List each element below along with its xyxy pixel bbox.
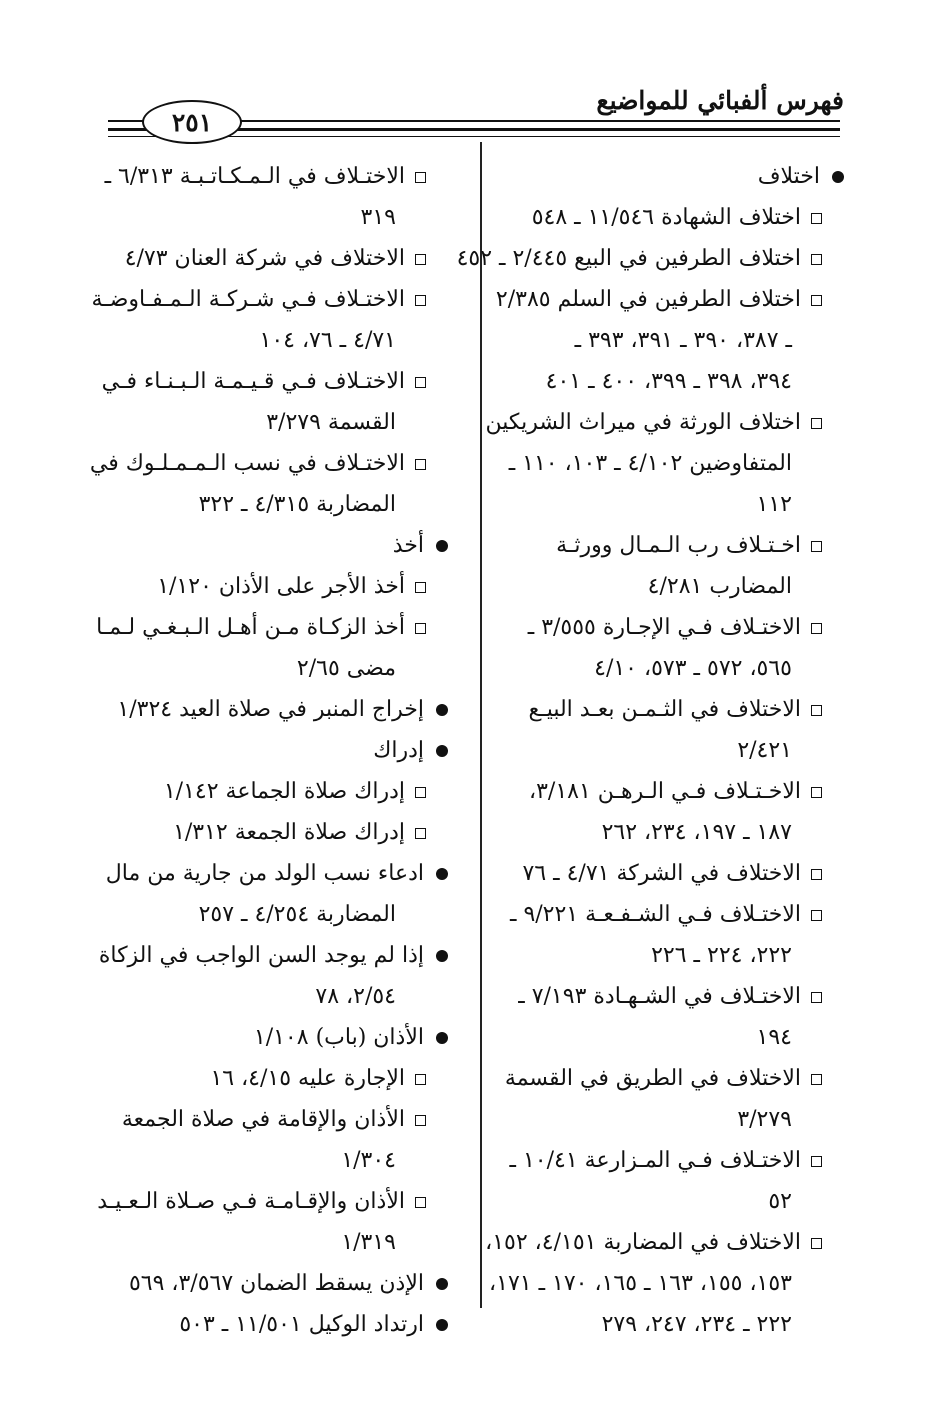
index-subentry	[485, 1222, 844, 1263]
index-subentry	[485, 402, 844, 443]
entry-text: الإجارة عليه ٤/١٥، ١٦	[210, 1066, 405, 1091]
square-bullet-icon	[415, 377, 426, 388]
index-subentry	[498, 525, 844, 566]
index-entry	[108, 1017, 448, 1058]
index-subentry	[96, 607, 448, 648]
index-entry-continuation	[498, 730, 844, 771]
index-entry-continuation	[498, 443, 844, 484]
entry-text: القسمة ٣/٢٧٩	[266, 410, 396, 435]
index-entry-continuation	[498, 1017, 844, 1058]
entry-text: أخذ	[392, 533, 424, 558]
entry-text: اختلاف	[757, 164, 820, 189]
index-entry	[98, 935, 448, 976]
index-entry-continuation	[489, 1263, 844, 1304]
square-bullet-icon	[415, 254, 426, 265]
entry-text: ١٨٧ ـ ١٩٧، ٢٣٤، ٢٦٢	[601, 820, 792, 845]
entry-text: ٣٩٤، ٣٩٨ ـ ٣٩٩، ٤٠٠ ـ ٤٠١	[545, 369, 792, 394]
index-subentry	[498, 853, 844, 894]
entry-text: الاختـلاف في نسب الـمـمـلـوك في	[89, 451, 405, 476]
entry-text: اخـتـلاف رب الـمـال وورثـة	[556, 533, 801, 558]
page-number-badge	[142, 100, 242, 144]
entry-text: إدراك صلاة الجمعة ١/٣١٢	[173, 820, 405, 845]
entry-text: ٢/٥٤، ٧٨	[315, 984, 396, 1009]
entry-text: إدراك صلاة الجماعة ١/١٤٢	[163, 779, 405, 804]
square-bullet-icon	[415, 1074, 426, 1085]
index-subentry	[498, 197, 844, 238]
bullet-icon	[832, 171, 844, 183]
square-bullet-icon	[415, 828, 426, 839]
index-entry-continuation	[108, 894, 448, 935]
running-header-title: فهرس ألفبائي للمواضيع	[596, 86, 844, 115]
entry-text: ـ ٣٨٧، ٣٩٠ ـ ٣٩١، ٣٩٣ ـ	[574, 328, 792, 353]
index-subentry	[101, 361, 448, 402]
square-bullet-icon	[811, 910, 822, 921]
index-entry-continuation	[108, 320, 448, 361]
index-subentry	[495, 279, 844, 320]
index-entry-continuation	[498, 1181, 844, 1222]
entry-text: ٥٦٥، ٥٧٢ ـ ٥٧٣، ٤/١٠	[594, 656, 792, 681]
entry-text: ٥٢	[768, 1189, 792, 1214]
square-bullet-icon	[811, 623, 822, 634]
entry-text: الاختـلاف فـي الشـفـعـة ٩/٢٢١ ـ	[509, 902, 801, 927]
entry-text: الاختلاف في الشركة ٤/٧١ ـ ٧٦	[522, 861, 801, 886]
bullet-icon	[436, 745, 448, 757]
index-entry-continuation	[498, 935, 844, 976]
index-subentry	[498, 976, 844, 1017]
index-entry-continuation	[108, 402, 448, 443]
square-bullet-icon	[415, 623, 426, 634]
entry-text: الاختلاف في الطريق في القسمة	[504, 1066, 801, 1091]
index-subentry	[498, 894, 844, 935]
index-entry	[108, 1263, 448, 1304]
index-subentry	[498, 607, 844, 648]
index-subentry	[498, 771, 844, 812]
entry-text: ادعاء نسب الولد من جارية من مال	[105, 861, 424, 886]
index-subentry	[498, 689, 844, 730]
bullet-icon	[436, 868, 448, 880]
index-subentry	[89, 443, 448, 484]
entry-text: المتفاوضين ٤/١٠٢ ـ ١٠٣، ١١٠ ـ	[508, 451, 792, 476]
entry-text: المضاربة ٤/٢٥٤ ـ ٢٥٧	[198, 902, 396, 927]
index-entry-continuation	[108, 976, 448, 1017]
bullet-icon	[436, 950, 448, 962]
index-subentry	[456, 238, 844, 279]
index-entry-continuation	[108, 484, 448, 525]
index-entry	[108, 525, 448, 566]
entry-text: أخذ الأجر على الأذان ١/١٢٠	[157, 574, 405, 599]
square-bullet-icon	[811, 295, 822, 306]
index-entry-continuation	[498, 361, 844, 402]
square-bullet-icon	[811, 254, 822, 265]
square-bullet-icon	[415, 787, 426, 798]
entry-text: المضاربة ٤/٣١٥ ـ ٣٢٢	[198, 492, 396, 517]
index-entry-continuation	[108, 1140, 448, 1181]
square-bullet-icon	[811, 1238, 822, 1249]
entry-text: ١/٣١٩	[341, 1230, 396, 1255]
square-bullet-icon	[811, 213, 822, 224]
entry-text: اختلاف الطرفين في البيع ٢/٤٤٥ ـ ٤٥٢	[456, 246, 801, 271]
square-bullet-icon	[811, 418, 822, 429]
square-bullet-icon	[811, 541, 822, 552]
index-column-left	[89, 156, 448, 1345]
column-divider	[480, 142, 482, 1308]
index-entry-continuation	[498, 566, 844, 607]
entry-text: الاختـلاف في الشـهـادة ٧/١٩٣ ـ	[518, 984, 801, 1009]
entry-text: ٤/٧١ ـ ٧٦، ١٠٤	[259, 328, 396, 353]
bullet-icon	[436, 704, 448, 716]
square-bullet-icon	[415, 459, 426, 470]
index-entry	[108, 1304, 448, 1345]
index-entry-continuation	[498, 484, 844, 525]
square-bullet-icon	[415, 172, 426, 183]
bullet-icon	[436, 1319, 448, 1331]
bullet-icon	[436, 1032, 448, 1044]
square-bullet-icon	[415, 582, 426, 593]
index-subentry	[108, 1058, 448, 1099]
square-bullet-icon	[811, 1074, 822, 1085]
square-bullet-icon	[415, 295, 426, 306]
index-subentry	[91, 279, 448, 320]
index-entry-continuation	[498, 812, 844, 853]
entry-text: ١١٢	[756, 492, 792, 517]
square-bullet-icon	[811, 992, 822, 1003]
entry-text: الاختـلاف في الـمـكـاتـبـة ٦/٣١٣ ـ	[104, 164, 405, 189]
bullet-icon	[436, 540, 448, 552]
entry-text: ١٩٤	[756, 1025, 792, 1050]
entry-text: الأذان (باب) ١/١٠٨	[253, 1025, 424, 1050]
entry-text: أخذ الزكـاة مـن أهـل الـبـغـي لـمـا	[96, 615, 405, 640]
entry-text: الاخـتـلاف فـي الـرهـن ٣/١٨١،	[529, 779, 801, 804]
entry-text: الاختـلاف فـي شـركـة الـمـفـاوضـة	[91, 287, 405, 312]
entry-text: الاختلاف في الثـمـن بعـد البيـع	[528, 697, 801, 722]
entry-text: ٣١٩	[360, 205, 396, 230]
index-entry-continuation	[108, 648, 448, 689]
index-subentry	[108, 566, 448, 607]
entry-text: ٢٢٢ ـ ٢٣٤، ٢٤٧، ٢٧٩	[601, 1312, 792, 1337]
index-subentry	[108, 771, 448, 812]
index-entry-continuation	[108, 197, 448, 238]
entry-text: مضى ٢/٦٥	[296, 656, 396, 681]
index-entry-continuation	[498, 1099, 844, 1140]
index-entry	[498, 156, 844, 197]
entry-text: الاختـلاف فـي قـيـمـة الـبـنـاء فـي	[101, 369, 405, 394]
entry-text: اختلاف الورثة في ميراث الشريكين	[485, 410, 801, 435]
entry-text: إخراج المنبر في صلاة العيد ١/٣٢٤	[117, 697, 424, 722]
entry-text: الاختـلاف فـي الإجـارة ٣/٥٥٥ ـ	[527, 615, 801, 640]
entry-text: الإذن يسقط الضمان ٣/٥٦٧، ٥٦٩	[128, 1271, 424, 1296]
entry-text: اختلاف الشهادة ١١/٥٤٦ ـ ٥٤٨	[531, 205, 801, 230]
entry-text: إدراك	[373, 738, 424, 763]
square-bullet-icon	[811, 1156, 822, 1167]
entry-text: الاختلاف في المضاربة ٤/١٥١، ١٥٢،	[485, 1230, 801, 1255]
entry-text: إذا لم يوجد السن الواجب في الزكاة	[98, 943, 424, 968]
square-bullet-icon	[811, 787, 822, 798]
index-entry-continuation	[108, 1222, 448, 1263]
index-subentry	[108, 812, 448, 853]
index-entry	[108, 689, 448, 730]
square-bullet-icon	[415, 1197, 426, 1208]
entry-text: المضارب ٤/٢٨١	[647, 574, 792, 599]
index-subentry	[498, 1140, 844, 1181]
entry-text: ٢٢٢، ٢٢٤ ـ ٢٢٦	[651, 943, 792, 968]
page-number: ٢٥١	[171, 107, 213, 137]
index-column-right	[456, 156, 844, 1345]
index-subentry	[104, 156, 448, 197]
index-subentry	[108, 1099, 448, 1140]
index-subentry	[108, 238, 448, 279]
index-entry	[105, 853, 448, 894]
index-subentry	[97, 1181, 448, 1222]
square-bullet-icon	[811, 705, 822, 716]
entry-text: اختلاف الطرفين في السلم ٢/٣٨٥	[495, 287, 801, 312]
square-bullet-icon	[415, 1115, 426, 1126]
entry-text: الاختلاف في شركة العنان ٤/٧٣	[124, 246, 405, 271]
index-entry-continuation	[498, 320, 844, 361]
square-bullet-icon	[811, 869, 822, 880]
entry-text: الأذان والإقامة في صلاة الجمعة	[121, 1107, 405, 1132]
entry-text: ٢/٤٢١	[737, 738, 792, 763]
entry-text: ٣/٢٧٩	[737, 1107, 792, 1132]
entry-text: الأذان والإقـامـة فـي صـلاة الـعـيـد	[97, 1189, 405, 1214]
index-entry-continuation	[498, 1304, 844, 1345]
bullet-icon	[436, 1278, 448, 1290]
entry-text: الاختـلاف فـي المـزارعة ١٠/٤١ ـ	[509, 1148, 801, 1173]
entry-text: ١/٣٠٤	[341, 1148, 396, 1173]
index-entry	[108, 730, 448, 771]
entry-text: ١٥٣، ١٥٥، ١٦٣ ـ ١٦٥، ١٧٠ ـ ١٧١،	[489, 1271, 792, 1296]
entry-text: ارتداد الوكيل ١١/٥٠١ ـ ٥٠٣	[179, 1312, 424, 1337]
index-subentry	[498, 1058, 844, 1099]
index-entry-continuation	[498, 648, 844, 689]
